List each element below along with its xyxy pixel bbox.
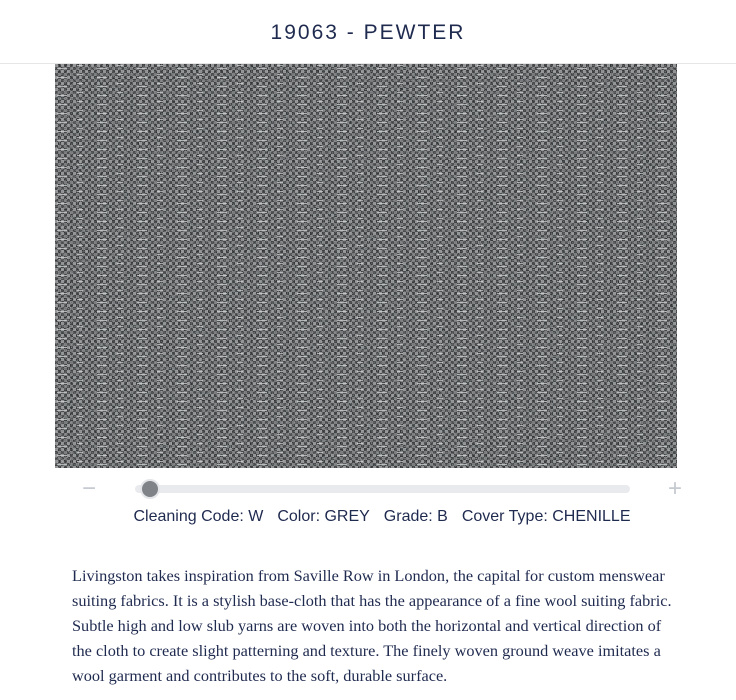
zoom-slider-thumb[interactable]	[140, 479, 160, 499]
zoom-out-button[interactable]: −	[81, 475, 96, 502]
cleaning-code: Cleaning Code: W	[133, 508, 264, 525]
fabric-texture	[55, 64, 677, 468]
zoom-slider-track[interactable]	[135, 485, 630, 493]
grade-attribute: Grade: B	[383, 508, 448, 525]
product-attributes	[0, 508, 736, 526]
cover-type: Cover Type: CHENILLE	[461, 508, 631, 525]
product-description: Livingston takes inspiration from Saville Row in London, the capital for custom menswear suiting fabrics. It is a stylish base-cloth that has the appearance of a fine wool suiting fabric. Subtle high and low slub yarns are woven into both the horizontal and vertical direction of the cloth to create slight patterning and texture. The finely woven ground weave imitates a wool garment and contributes to the soft, durable surface.	[72, 566, 672, 685]
zoom-in-button[interactable]: +	[667, 475, 682, 502]
product-title: 19063 - PEWTER	[270, 21, 466, 44]
page-header	[0, 0, 736, 64]
color-attribute: Color: GREY	[277, 508, 370, 525]
fabric-swatch-image[interactable]	[55, 64, 677, 468]
zoom-control	[75, 476, 695, 504]
